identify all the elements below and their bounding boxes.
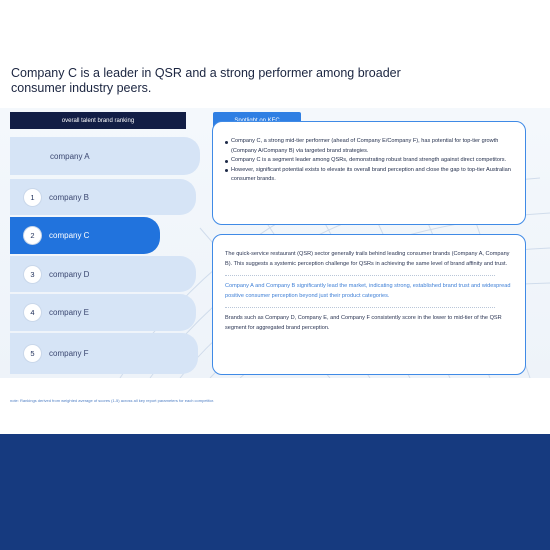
spotlight-bullet: However, significant potential exists to elevate its overall brand perception and close the gap to top-tier Australian consumer brands.	[225, 166, 511, 185]
rank-label: company E	[49, 308, 90, 317]
spotlight-card	[212, 121, 526, 225]
ranking-item[interactable]	[10, 256, 196, 292]
insight-paragraph: Brands such as Company D, Company E, and Company F consistently score in the lower to mid-tier of the QSR segment for aggregated brand perception.	[225, 315, 502, 331]
ranking-item[interactable]	[10, 137, 200, 175]
footnote: note: Rankings derived from weighted average of scores (1-5) across all key report parameters for each competitor.	[10, 398, 215, 403]
insights-card	[212, 234, 526, 375]
spotlight-bullet: Company C is a segment leader among QSRs, demonstrating robust brand strength against direct competitors.	[225, 156, 511, 166]
rank-number-badge: 5	[24, 345, 41, 362]
rank-number-badge: 4	[24, 304, 41, 321]
ranking-item[interactable]	[10, 333, 198, 374]
rank-label: company A	[50, 151, 90, 161]
ranking-item[interactable]	[10, 179, 196, 215]
rank-number-badge: 3	[24, 266, 41, 283]
footer-band	[0, 434, 550, 550]
rank-number-badge: 2	[24, 227, 41, 244]
ranking-header: overall talent brand ranking	[10, 112, 186, 129]
divider	[225, 307, 495, 308]
rank-label: company F	[49, 349, 89, 358]
insight-paragraph-highlight: Company A and Company B significantly lead the market, indicating strong, established brand trust and widespread positive consumer perception beyond just their product categories.	[225, 283, 511, 299]
rank-label: company B	[49, 192, 90, 202]
insight-paragraph: The quick-service restaurant (QSR) sector generally trails behind leading consumer brands (Company A, Company B). This suggests a systemic perception challenge for QSRs in achieving the same level of brand affinity and trust.	[225, 251, 510, 267]
ranking-item[interactable]	[10, 217, 160, 254]
ranking-item[interactable]	[10, 294, 196, 331]
rank-label: company D	[49, 269, 90, 279]
rank-number-badge: 1	[24, 189, 41, 206]
divider	[225, 275, 495, 276]
spotlight-bullet: Company C, a strong mid-tier performer (ahead of Company E/Company F), has potential for top-tier growth (Company A/Company B) via targeted brand strategies.	[225, 137, 511, 156]
rank-label: company C	[49, 231, 90, 240]
page-title: Company C is a leader in QSR and a strong performer among broader consumer industry peers.	[11, 66, 401, 95]
